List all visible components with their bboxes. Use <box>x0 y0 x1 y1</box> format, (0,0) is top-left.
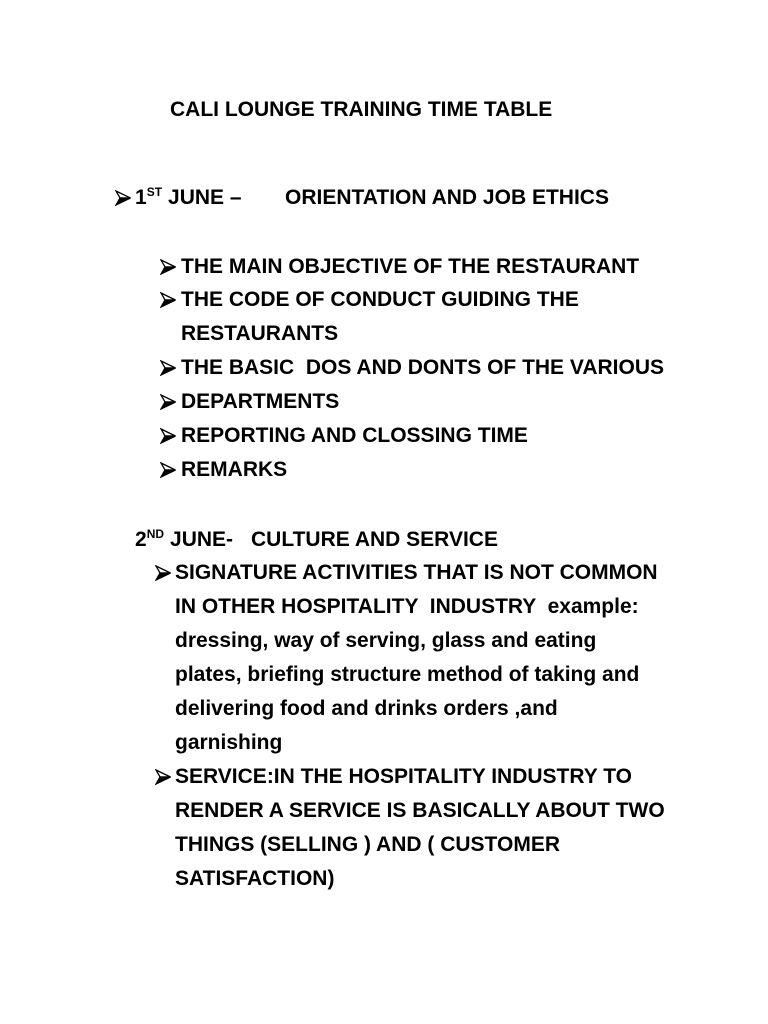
day-date <box>135 523 233 557</box>
item-text <box>181 250 639 284</box>
item-line: dressing, way of serving, glass and eating <box>175 629 597 652</box>
item-text <box>175 760 665 896</box>
arrow-bullet-icon <box>160 283 181 317</box>
item-line: DEPARTMENTS <box>181 390 340 413</box>
item-line: THE MAIN OBJECTIVE OF THE RESTAURANT <box>181 255 640 278</box>
arrow-bullet-icon <box>160 385 181 419</box>
list-item <box>160 385 339 419</box>
list-item <box>160 250 639 284</box>
day-suffix: ND <box>146 527 165 541</box>
page-title: CALI LOUNGE TRAINING TIME TABLE <box>170 98 553 121</box>
item-line: REMARKS <box>181 458 288 481</box>
day-heading-1 <box>115 181 242 215</box>
item-line: SERVICE:IN THE HOSPITALITY INDUSTRY TO <box>175 765 633 788</box>
item-text <box>181 385 339 419</box>
day-topic: CULTURE AND SERVICE <box>251 528 498 551</box>
day-month: JUNE – <box>168 186 242 209</box>
list-item <box>160 283 579 351</box>
item-line: THE CODE OF CONDUCT GUIDING THE <box>181 288 579 311</box>
item-line: RENDER A SERVICE IS BASICALLY ABOUT TWO <box>175 799 665 822</box>
list-item <box>160 419 528 453</box>
item-text <box>181 351 664 385</box>
item-text <box>181 283 579 351</box>
list-item <box>155 760 665 896</box>
list-item <box>160 351 664 385</box>
list-item <box>160 453 287 487</box>
arrow-bullet-icon <box>160 453 181 487</box>
day-month: JUNE- <box>170 528 234 551</box>
item-text <box>175 556 658 760</box>
arrow-bullet-icon <box>155 760 175 794</box>
item-line: REPORTING AND CLOSSING TIME <box>181 424 528 447</box>
item-line: THINGS (SELLING ) AND ( CUSTOMER <box>175 833 560 856</box>
arrow-bullet-icon <box>160 419 181 453</box>
day-date <box>135 181 242 215</box>
item-line: IN OTHER HOSPITALITY INDUSTRY example: <box>175 595 639 618</box>
item-line: plates, briefing structure method of taking and <box>175 663 640 686</box>
arrow-bullet-icon <box>160 250 181 284</box>
item-text <box>181 419 528 453</box>
day-number: 1 <box>135 186 147 209</box>
item-line: RESTAURANTS <box>181 322 339 345</box>
list-item <box>155 556 658 760</box>
arrow-bullet-icon <box>160 351 181 385</box>
day-number: 2 <box>135 528 147 551</box>
item-text <box>181 453 287 487</box>
item-line: delivering food and drinks orders ,and <box>175 697 558 720</box>
item-line: THE BASIC DOS AND DONTS OF THE VARIOUS <box>181 356 665 379</box>
arrow-bullet-icon <box>115 181 135 215</box>
day-heading-2 <box>135 523 233 557</box>
arrow-bullet-icon <box>155 556 175 590</box>
day-suffix: ST <box>146 185 163 199</box>
item-line: SATISFACTION) <box>175 867 335 890</box>
day-topic: ORIENTATION AND JOB ETHICS <box>285 186 609 209</box>
item-line: SIGNATURE ACTIVITIES THAT IS NOT COMMON <box>175 561 658 584</box>
item-line: garnishing <box>175 731 283 754</box>
